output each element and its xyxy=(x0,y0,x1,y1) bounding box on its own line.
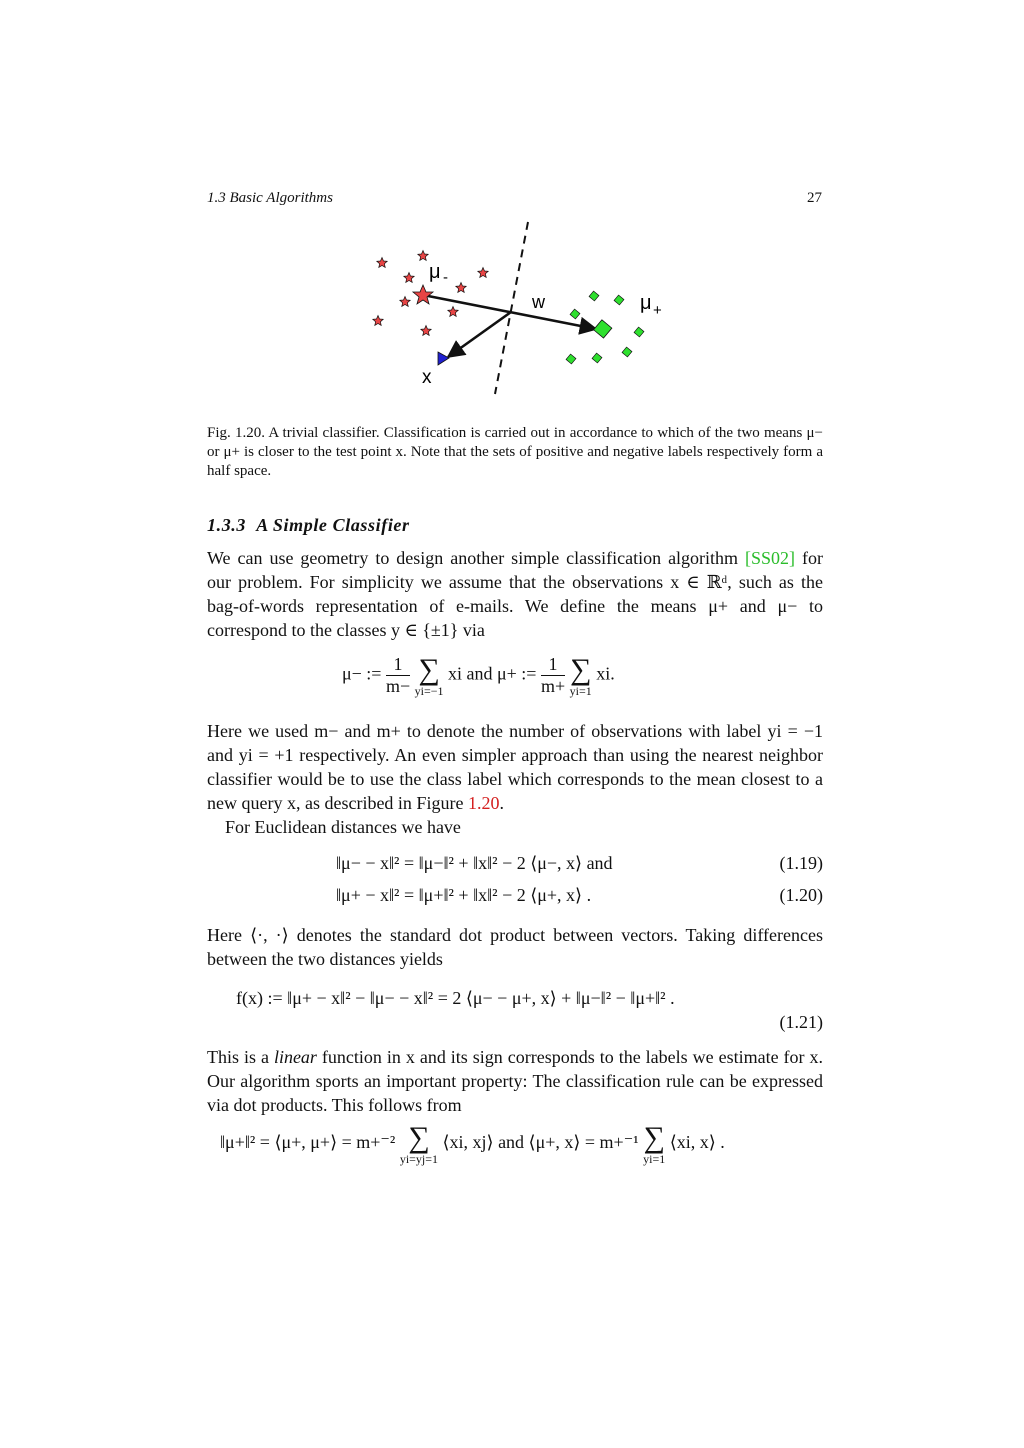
figure-ref-link[interactable]: 1.20 xyxy=(467,793,500,813)
equation-1-21: f(x) := ‖μ+ − x‖² − ‖μ− − x‖² = 2 ⟨μ− − μ+, x⟩ + ‖μ−‖² − ‖μ+‖² . xyxy=(236,988,675,1008)
positive-point xyxy=(634,327,644,337)
sum-1: ∑ yi=−1 xyxy=(414,652,444,698)
equation-1-20: ‖μ+ − x‖² = ‖μ+‖² + ‖x‖² − 2 ⟨μ+, x⟩ . xyxy=(336,885,592,905)
eq-means-lhs: μ− := xyxy=(342,663,382,684)
equation-number-1-20: (1.20) xyxy=(779,885,823,905)
x-label: x xyxy=(422,367,432,388)
query-point xyxy=(438,352,449,365)
sum-3: ∑ yi=yj=1 xyxy=(399,1121,439,1166)
eq-dot-part3: ⟨xi, x⟩ . xyxy=(669,1132,725,1153)
mu-plus-label: μ xyxy=(640,292,652,314)
equation-1-19: ‖μ− − x‖² = ‖μ−‖² + ‖x‖² − 2 ⟨μ−, x⟩ and xyxy=(336,853,613,873)
para2-end: . xyxy=(499,793,504,813)
figure-caption xyxy=(207,424,823,481)
para5-text: This is a xyxy=(207,1047,274,1067)
positive-point xyxy=(570,309,580,319)
frac-1: $\frac{1}{m-}$ xyxy=(385,654,411,696)
negative-point xyxy=(377,258,387,268)
para1-text: We can use geometry to design another simple classification algorithm xyxy=(207,548,746,568)
para1-text-cont: for our problem. For simplicity we assume that the observations x ∈ ℝᵈ, such as the bag-of-words representation of e-mails. We define the means μ+ and μ− to correspond to the classes y ∈ {±1} via xyxy=(207,548,823,640)
paragraph-3: For Euclidean distances we have xyxy=(225,817,461,837)
caption-text: A trivial classifier. Classification is carried out in accordance to which of the two means μ− or μ+ is closer to the test point x. Note that the sets of positive and negative labels respectively form a half space. xyxy=(207,425,823,479)
positive-point xyxy=(614,295,624,305)
running-header: 1.3 Basic Algorithms xyxy=(207,190,333,206)
negative-point xyxy=(478,268,488,278)
positive-point xyxy=(622,347,632,357)
para2-text: Here we used m− and m+ to denote the number of observations with label yi = −1 and yi = +1 respectively. An even simpler approach than using the nearest neighbor classifier would be to use the class label which corresponds to the mean closest to a new query x, as described in Figure xyxy=(207,721,823,813)
negative-point xyxy=(421,326,431,336)
negative-point xyxy=(418,251,428,261)
negative-point xyxy=(400,297,410,307)
para5-text-cont: function in x and its sign corresponds to the labels we estimate for x. Our algorithm sports an important property: The classification rule can be expressed via dot products. This follows from xyxy=(207,1047,823,1115)
frac-2: $\frac{1}{m+}$ xyxy=(540,654,566,696)
decision-boundary xyxy=(495,222,528,394)
negative-point xyxy=(456,283,466,293)
eq-dot-part2: ⟨xi, xj⟩ and ⟨μ+, x⟩ = m+⁻¹ xyxy=(442,1132,639,1153)
mu-minus-label: μ xyxy=(429,261,441,283)
negative-point xyxy=(404,273,414,283)
paragraph-1 xyxy=(207,546,823,642)
emphasis-linear: linear xyxy=(273,1047,317,1067)
citation-link[interactable]: [SS02] xyxy=(745,548,796,568)
page-number: 27 xyxy=(807,190,822,206)
sum-4: ∑ yi=1 xyxy=(643,1121,666,1166)
caption-label: Fig. 1.20. xyxy=(207,425,265,441)
classifier-figure xyxy=(360,216,680,400)
positive-point xyxy=(566,354,576,364)
negative-point xyxy=(373,316,383,326)
equation-means xyxy=(342,654,615,697)
sum-2: ∑ yi=1 xyxy=(569,652,592,698)
paragraph-2 xyxy=(207,719,823,839)
mu-plus-sub: + xyxy=(653,302,662,319)
eq-dot-part1: ‖μ+‖² = ⟨μ+, μ+⟩ = m+⁻² xyxy=(220,1132,396,1153)
mu-minus-star xyxy=(413,285,433,304)
paragraph-4 xyxy=(207,923,823,971)
equation-number-1-21: (1.21) xyxy=(779,1012,823,1032)
positive-point xyxy=(589,291,599,301)
w-label: w xyxy=(532,292,545,312)
section-heading xyxy=(207,515,410,536)
eq-means-term1: xi and μ+ := xyxy=(448,663,537,684)
eq-means-term2: xi. xyxy=(596,663,615,684)
equation-number-1-19: (1.19) xyxy=(779,853,823,873)
para4-text: Here ⟨·, ·⟩ denotes the standard dot product between vectors. Taking differences between the two distances yields xyxy=(207,925,823,969)
mu-minus-sub: - xyxy=(443,269,448,286)
query-vector xyxy=(448,312,511,357)
positive-point xyxy=(592,353,602,363)
section-title: A Simple Classifier xyxy=(256,515,410,535)
equation-dot-products xyxy=(220,1123,725,1165)
section-number: 1.3.3 xyxy=(207,515,246,535)
negative-point xyxy=(448,307,458,317)
paragraph-5 xyxy=(207,1045,823,1117)
mu-plus-square xyxy=(594,320,612,338)
